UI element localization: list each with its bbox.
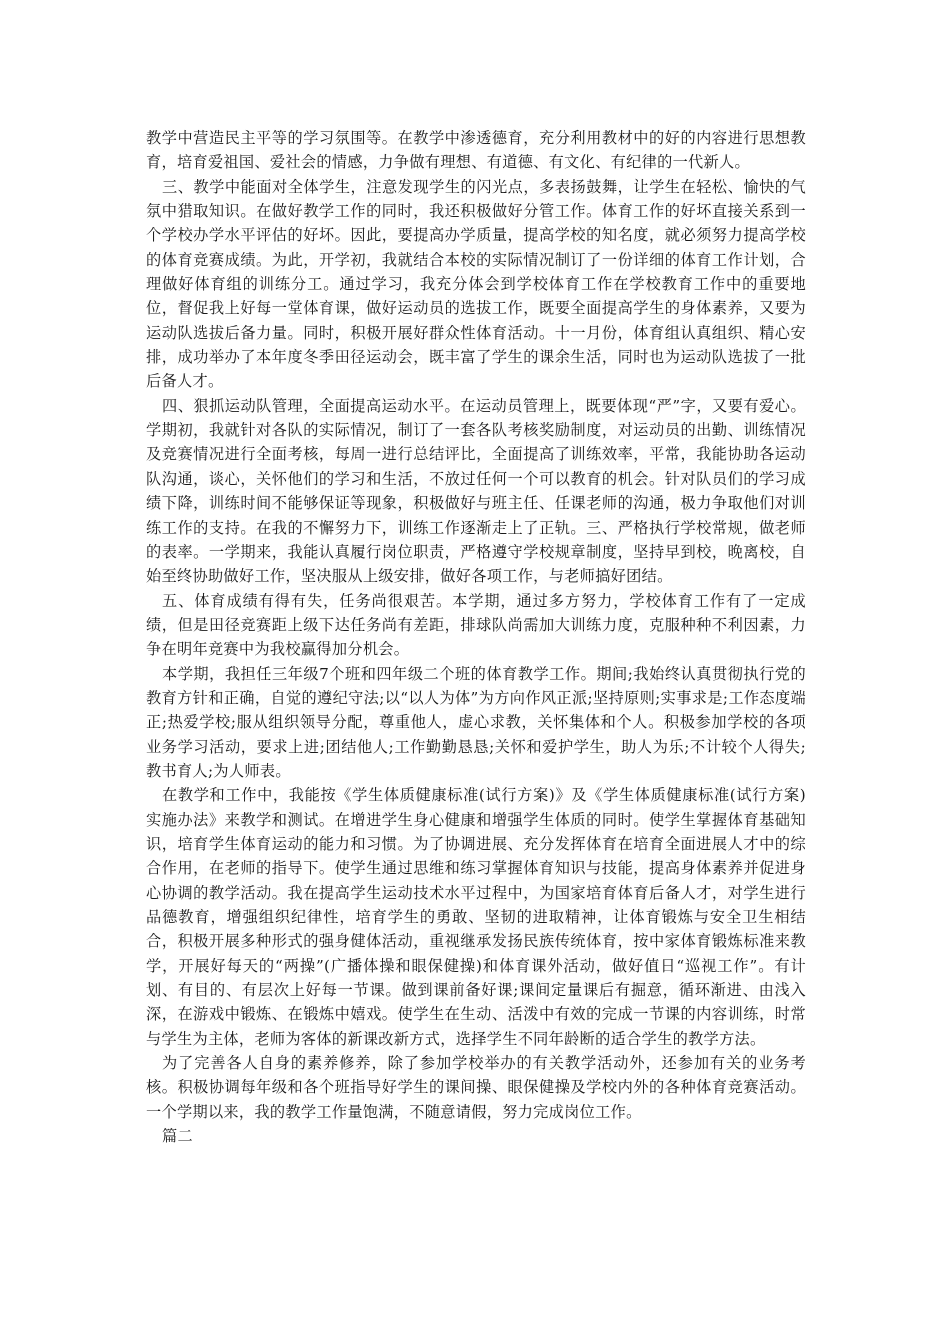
section-heading: 篇二 <box>162 1127 193 1146</box>
paragraph: 本学期，我担任三年级7个班和四年级二个班的体育教学工作。期间;我始终认真贯彻执行党的教育方针和正确，自觉的遵纪守法;以“以人为体”为方向作风正派;坚持原则;实事求是;工作态度端正;热爱学校;服从组织领导分配，尊重他人，虚心求教，关怀集体和个人。积极参加学校的各项业务学习活动，要求上进;团结他人;工作勤勤恳恳;关怀和爱护学生，助人为乐;不计较个人得失;教书育人;为人师表。 <box>146 664 806 780</box>
paragraph: 为了完善各人自身的素养修养，除了参加学校举办的有关教学活动外，还参加有关的业务考核。积极协调每年级和各个班指导好学生的课间操、眼保健操及学校内外的各种体育竞赛活动。一个学期以来，我的教学工作量饱满，不随意请假，努力完成岗位工作。 <box>146 1054 806 1121</box>
document-body <box>146 126 806 1148</box>
paragraph: 四、狠抓运动队管理，全面提高运动水平。在运动员管理上，既要体现“严”字，又要有爱心。学期初，我就针对各队的实际情况，制订了一套各队考核奖励制度，对运动员的出勤、训练情况及竞赛情况进行全面考核，每周一进行总结评比，全面提高了训练效率，平常，我能协助各运动队沟通，谈心，关怀他们的学习和生活，不放过任何一个可以教育的机会。针对队员们的学习成绩下降，训练时间不能够保证等现象，积极做好与班主任、任课老师的沟通，极力争取他们对训练工作的支持。在我的不懈努力下，训练工作逐渐走上了正轨。三、严格执行学校常规，做老师的表率。一学期来，我能认真履行岗位职责，严格遵守学校规章制度，坚持早到校，晚离校，自始至终协助做好工作，坚决服从上级安排，做好各项工作，与老师搞好团结。 <box>146 396 806 586</box>
paragraph: 教学中营造民主平等的学习氛围等。在教学中渗透德育，充分利用教材中的好的内容进行思想教育，培育爱祖国、爱社会的情感，力争做有理想、有道德、有文化、有纪律的一代新人。 <box>146 129 806 172</box>
paragraph: 五、体育成绩有得有失，任务尚很艰苦。本学期，通过多方努力，学校体育工作有了一定成绩，但是田径竞赛距上级下达任务尚有差距，排球队尚需加大训练力度，克服种种不利因素，力争在明年竞赛中为我校赢得加分机会。 <box>146 591 806 659</box>
paragraph: 三、教学中能面对全体学生，注意发现学生的闪光点，多表扬鼓舞，让学生在轻松、愉快的气氛中猎取知识。在做好教学工作的同时，我还积极做好分管工作。体育工作的好坏直接关系到一个学校办学水平评估的好坏。因此，要提高办学质量，提高学校的知名度，就必须努力提高学校的体育竞赛成绩。为此，开学初，我就结合本校的实际情况制订了一份详细的体育工作计划，合理做好体育组的训练分工。通过学习，我充分体会到学校体育工作在学校教育工作中的重要地位，督促我上好每一堂体育课，做好运动员的选拔工作，既要全面提高学生的身体素养，又要为运动队选拔后备力量。同时，积极开展好群众性体育活动。十一月份，体育组认真组织、精心安排，成功举办了本年度冬季田径运动会，既丰富了学生的课余生活，同时也为运动队选拔了一批后备人才。 <box>146 177 806 391</box>
paragraph: 在教学和工作中，我能按《学生体质健康标准(试行方案)》及《学生体质健康标准(试行方案)实施办法》来教学和测试。在增进学生身心健康和增强学生体质的同时。使学生掌握体育基础知识，培育学生体育运动的能力和习惯。为了协调进展、充分发挥体育在培育全面进展人才中的综合作用，在老师的指导下。使学生通过思维和练习掌握体育知识与技能，提高身体素养并促进身心协调的教学活动。我在提高学生运动技术水平过程中，为国家培育体育后备人才，对学生进行品德教育，增强组织纪律性，培育学生的勇敢、坚韧的进取精神，让体育锻炼与安全卫生相结合，积极开展多种形式的强身健体活动，重视继承发扬民族传统体育，按中家体育锻炼标准来教学，开展好每天的“两操”(广播体操和眼保健操)和体育课外活动，做好值日“巡视工作”。有计划、有目的、有层次上好每一节课。做到课前备好课;课间定量课后有掘意，循环渐进、由浅入深，在游戏中锻炼、在锻炼中嬉戏。使学生在生动、活泼中有效的完成一节课的内容训练，时常与学生为主体，老师为客体的新课改新方式，选择学生不同年龄断的适合学生的教学方法。 <box>146 786 806 1048</box>
